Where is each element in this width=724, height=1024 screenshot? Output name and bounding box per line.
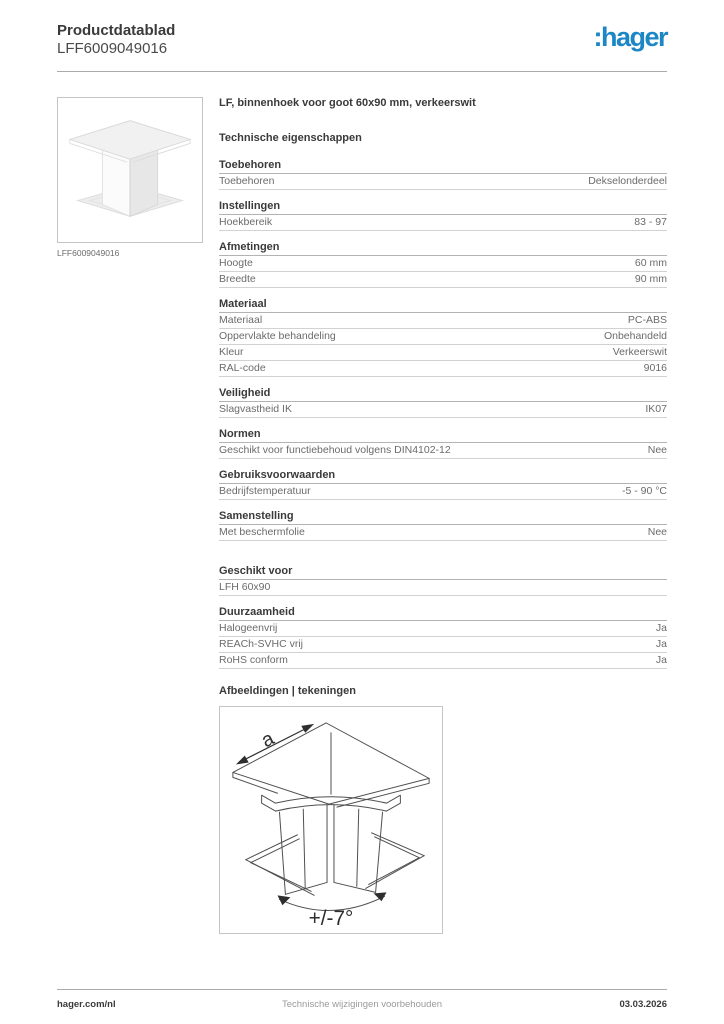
footer [57, 989, 667, 1024]
row-label: Halogeenvrij [219, 622, 278, 634]
spec-row [219, 402, 667, 418]
row-value: 9016 [643, 362, 667, 374]
row-label: Hoogte [219, 257, 253, 269]
angle-label: +/-7° [308, 907, 354, 931]
row-value: IK07 [645, 403, 667, 415]
row-label: Toebehoren [219, 175, 275, 187]
section-title: Normen [219, 428, 667, 443]
spec-row [219, 313, 667, 329]
row-label: Met beschermfolie [219, 526, 305, 538]
row-value: Dekselonderdeel [588, 175, 667, 187]
row-value: Ja [655, 622, 667, 634]
spec-row [219, 621, 667, 637]
row-label: Slagvastheid IK [219, 403, 292, 415]
spec-section [219, 241, 667, 288]
spec-row [219, 580, 667, 596]
spec-sections [219, 159, 667, 669]
images-heading: Afbeeldingen | tekeningen [219, 685, 356, 697]
row-label: Materiaal [219, 314, 263, 326]
spec-row [219, 443, 667, 459]
spec-row [219, 653, 667, 669]
row-value: Onbehandeld [603, 330, 667, 342]
section-title: Duurzaamheid [219, 606, 667, 621]
row-label: Oppervlakte behandeling [219, 330, 336, 342]
footer-date: 03.03.2026 [619, 999, 667, 1010]
section-title: Afmetingen [219, 241, 667, 256]
spec-row [219, 256, 667, 272]
spec-row [219, 215, 667, 231]
spec-row [219, 329, 667, 345]
spec-row [219, 484, 667, 500]
row-label: Hoekbereik [219, 216, 273, 228]
row-value: Verkeerswit [612, 346, 667, 358]
footer-disclaimer: Technische wijzigingen voorbehouden [281, 999, 443, 1010]
row-label: RAL-code [219, 362, 266, 374]
header-divider [57, 71, 667, 72]
spec-row [219, 525, 667, 541]
spec-section [219, 510, 667, 541]
page-title: Productdatablad [57, 22, 176, 39]
row-label: Bedrijfstemperatuur [219, 485, 311, 497]
spec-section [219, 298, 667, 377]
section-title: Gebruiksvoorwaarden [219, 469, 667, 484]
header [57, 22, 667, 58]
main-content [57, 97, 667, 934]
product-title: LF, binnenhoek voor goot 60x90 mm, verkeerswit [219, 97, 476, 109]
spec-section [219, 159, 667, 190]
inner-corner-drawing [220, 707, 442, 933]
section-title: Toebehoren [219, 159, 667, 174]
product-image-column [57, 97, 203, 934]
row-value: 90 mm [634, 273, 667, 285]
row-value: Ja [655, 638, 667, 650]
product-image [57, 97, 203, 243]
row-value: -5 - 90 °C [621, 485, 667, 497]
section-title: Materiaal [219, 298, 667, 313]
header-titles [57, 22, 175, 58]
row-value: 83 - 97 [634, 216, 667, 228]
row-value: Nee [647, 444, 667, 456]
spec-row [219, 272, 667, 288]
row-label: Kleur [219, 346, 244, 358]
row-label: REACh-SVHC vrij [219, 638, 304, 650]
spec-row [219, 361, 667, 377]
row-label: Breedte [219, 273, 256, 285]
spec-row [219, 637, 667, 653]
section-title: Samenstelling [219, 510, 667, 525]
product-image-caption: LFF6009049016 [57, 248, 120, 258]
row-label: Geschikt voor functiebehoud volgens DIN4102-12 [219, 444, 451, 456]
arrowheads [236, 724, 387, 905]
hager-logo: :hager [593, 22, 667, 52]
section-title: Veiligheid [219, 387, 667, 402]
spec-section [219, 387, 667, 418]
section-title: Instellingen [219, 200, 667, 215]
inner-corner-product-photo [58, 98, 202, 242]
row-value: 60 mm [634, 257, 667, 269]
spec-row [219, 345, 667, 361]
spec-section [219, 606, 667, 669]
product-code: LFF6009049016 [57, 40, 168, 57]
tech-properties-heading: Technische eigenschappen [219, 132, 362, 144]
spec-row [219, 174, 667, 190]
spec-section [219, 565, 667, 596]
technical-drawing [219, 706, 443, 934]
footer-website: hager.com/nl [57, 999, 116, 1010]
row-label: RoHS conform [219, 654, 288, 666]
spec-column [219, 97, 667, 934]
row-value: Nee [647, 526, 667, 538]
spec-section [219, 200, 667, 231]
row-value: PC-ABS [627, 314, 667, 326]
spec-section [219, 469, 667, 500]
section-title: Geschikt voor [219, 565, 667, 580]
dimension-label: a [257, 727, 278, 753]
row-label: LFH 60x90 [219, 581, 271, 593]
spec-section [219, 428, 667, 459]
row-value: Ja [655, 654, 667, 666]
